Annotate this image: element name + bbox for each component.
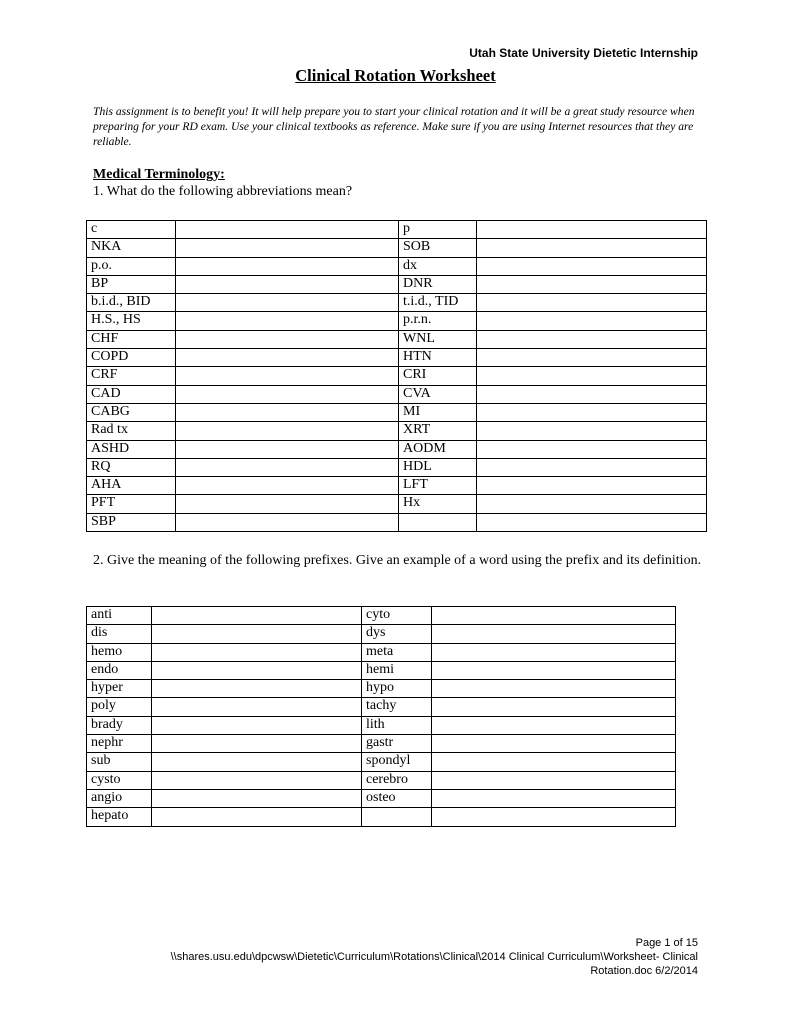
term-cell: brady: [87, 716, 152, 734]
answer-cell[interactable]: [477, 458, 707, 476]
answer-cell[interactable]: [152, 625, 362, 643]
file-path: \\shares.usu.edu\dpcwsw\Dietetic\Curriculum\Rotations\Clinical\2014 Clinical Curriculum\Worksheet- Clinical: [170, 951, 698, 963]
term-cell: DNR: [399, 275, 477, 293]
answer-cell[interactable]: [432, 625, 676, 643]
answer-cell[interactable]: [176, 349, 399, 367]
answer-cell[interactable]: [176, 239, 399, 257]
term-cell: hyper: [87, 680, 152, 698]
answer-cell[interactable]: [477, 312, 707, 330]
prefix-row: [87, 643, 676, 661]
answer-cell[interactable]: [477, 495, 707, 513]
answer-cell[interactable]: [477, 513, 707, 531]
answer-cell[interactable]: [176, 403, 399, 421]
answer-cell[interactable]: [432, 680, 676, 698]
answer-cell[interactable]: [152, 808, 362, 826]
answer-cell[interactable]: [432, 789, 676, 807]
answer-cell[interactable]: [152, 607, 362, 625]
term-cell: [362, 808, 432, 826]
answer-cell[interactable]: [176, 257, 399, 275]
term-cell: Rad tx: [87, 422, 176, 440]
answer-cell[interactable]: [477, 385, 707, 403]
prefix-row: [87, 735, 676, 753]
answer-cell[interactable]: [477, 422, 707, 440]
abbreviation-row: [87, 349, 707, 367]
answer-cell[interactable]: [432, 771, 676, 789]
prefix-row: [87, 771, 676, 789]
abbreviation-row: [87, 275, 707, 293]
term-cell: XRT: [399, 422, 477, 440]
term-cell: HDL: [399, 458, 477, 476]
term-cell: Hx: [399, 495, 477, 513]
answer-cell[interactable]: [152, 661, 362, 679]
answer-cell[interactable]: [477, 294, 707, 312]
answer-cell[interactable]: [432, 735, 676, 753]
answer-cell[interactable]: [152, 716, 362, 734]
answer-cell[interactable]: [176, 275, 399, 293]
term-cell: RQ: [87, 458, 176, 476]
page-title: Clinical Rotation Worksheet: [295, 66, 496, 85]
term-cell: hypo: [362, 680, 432, 698]
answer-cell[interactable]: [477, 257, 707, 275]
answer-cell[interactable]: [432, 607, 676, 625]
institution-header: Utah State University Dietetic Internship: [469, 46, 698, 60]
term-cell: poly: [87, 698, 152, 716]
term-cell: spondyl: [362, 753, 432, 771]
abbreviation-row: [87, 440, 707, 458]
term-cell: osteo: [362, 789, 432, 807]
term-cell: anti: [87, 607, 152, 625]
abbreviation-row: [87, 257, 707, 275]
term-cell: nephr: [87, 735, 152, 753]
term-cell: PFT: [87, 495, 176, 513]
term-cell: cysto: [87, 771, 152, 789]
prefix-row: [87, 753, 676, 771]
answer-cell[interactable]: [432, 661, 676, 679]
abbreviation-row: [87, 330, 707, 348]
answer-cell[interactable]: [152, 680, 362, 698]
term-cell: p.o.: [87, 257, 176, 275]
term-cell: angio: [87, 789, 152, 807]
prefixes-table: [86, 606, 676, 827]
answer-cell[interactable]: [176, 513, 399, 531]
answer-cell[interactable]: [432, 716, 676, 734]
term-cell: NKA: [87, 239, 176, 257]
term-cell: LFT: [399, 477, 477, 495]
term-cell: H.S., HS: [87, 312, 176, 330]
term-cell: dx: [399, 257, 477, 275]
answer-cell[interactable]: [477, 221, 707, 239]
term-cell: SOB: [399, 239, 477, 257]
term-cell: t.i.d., TID: [399, 294, 477, 312]
term-cell: lith: [362, 716, 432, 734]
abbreviation-row: [87, 513, 707, 531]
abbreviation-row: [87, 495, 707, 513]
term-cell: CRF: [87, 367, 176, 385]
intro-paragraph: This assignment is to benefit you! It will help prepare you to start your clinical rotation and it will be a great study resource when preparing for your RD exam. Use your clinical textbooks as reference. Make sure if you are using Internet resources that they are reliable.: [93, 105, 695, 148]
term-cell: CHF: [87, 330, 176, 348]
term-cell: $\overline{c}$: [87, 221, 176, 239]
abbreviations-table: [86, 220, 707, 532]
answer-cell[interactable]: [477, 330, 707, 348]
term-cell: meta: [362, 643, 432, 661]
answer-cell[interactable]: [176, 440, 399, 458]
abbreviation-row: [87, 312, 707, 330]
term-cell: $\overline{p}$: [399, 221, 477, 239]
answer-cell[interactable]: [432, 753, 676, 771]
answer-cell[interactable]: [176, 367, 399, 385]
answer-cell[interactable]: [477, 477, 707, 495]
term-cell: SBP: [87, 513, 176, 531]
question-2: 2. Give the meaning of the following prefixes. Give an example of a word using the prefix and its definition.: [93, 553, 702, 568]
answer-cell[interactable]: [432, 698, 676, 716]
term-cell: AODM: [399, 440, 477, 458]
abbreviation-row: [87, 477, 707, 495]
abbreviation-row: [87, 294, 707, 312]
term-cell: cyto: [362, 607, 432, 625]
term-cell: p.r.n.: [399, 312, 477, 330]
term-cell: COPD: [87, 349, 176, 367]
term-cell: hemi: [362, 661, 432, 679]
abbreviation-row: [87, 385, 707, 403]
answer-cell[interactable]: [432, 643, 676, 661]
answer-cell[interactable]: [176, 422, 399, 440]
answer-cell[interactable]: [152, 789, 362, 807]
prefix-row: [87, 661, 676, 679]
answer-cell[interactable]: [176, 477, 399, 495]
term-cell: tachy: [362, 698, 432, 716]
answer-cell[interactable]: [176, 294, 399, 312]
term-cell: AHA: [87, 477, 176, 495]
term-cell: MI: [399, 403, 477, 421]
abbreviation-row: [87, 458, 707, 476]
abbreviation-row: [87, 239, 707, 257]
answer-cell[interactable]: [176, 312, 399, 330]
term-cell: hemo: [87, 643, 152, 661]
term-cell: gastr: [362, 735, 432, 753]
abbreviation-row: [87, 403, 707, 421]
answer-cell[interactable]: [432, 808, 676, 826]
section-heading: Medical Terminology:: [93, 167, 225, 182]
page-footer: [171, 936, 698, 978]
term-cell: endo: [87, 661, 152, 679]
answer-cell[interactable]: [176, 221, 399, 239]
prefix-row: [87, 607, 676, 625]
term-cell: BP: [87, 275, 176, 293]
prefix-row: [87, 680, 676, 698]
term-cell: HTN: [399, 349, 477, 367]
prefix-row: [87, 808, 676, 826]
answer-cell[interactable]: [152, 698, 362, 716]
answer-cell[interactable]: [152, 643, 362, 661]
answer-cell[interactable]: [477, 349, 707, 367]
answer-cell[interactable]: [176, 385, 399, 403]
term-cell: hepato: [87, 808, 152, 826]
file-path-date: Rotation.doc 6/2/2014: [590, 965, 698, 977]
term-cell: dys: [362, 625, 432, 643]
answer-cell[interactable]: [176, 458, 399, 476]
answer-cell[interactable]: [176, 330, 399, 348]
answer-cell[interactable]: [477, 440, 707, 458]
abbreviation-row: [87, 367, 707, 385]
term-cell: dis: [87, 625, 152, 643]
prefix-row: [87, 625, 676, 643]
answer-cell[interactable]: [477, 239, 707, 257]
answer-cell[interactable]: [176, 495, 399, 513]
term-cell: CVA: [399, 385, 477, 403]
question-1: 1. What do the following abbreviations mean?: [93, 184, 353, 199]
answer-cell[interactable]: [477, 403, 707, 421]
term-cell: b.i.d., BID: [87, 294, 176, 312]
answer-cell[interactable]: [152, 735, 362, 753]
answer-cell[interactable]: [477, 275, 707, 293]
answer-cell[interactable]: [152, 753, 362, 771]
term-cell: ASHD: [87, 440, 176, 458]
term-cell: WNL: [399, 330, 477, 348]
prefix-row: [87, 789, 676, 807]
term-cell: sub: [87, 753, 152, 771]
answer-cell[interactable]: [152, 771, 362, 789]
term-cell: CABG: [87, 403, 176, 421]
prefix-row: [87, 716, 676, 734]
term-cell: CAD: [87, 385, 176, 403]
abbreviation-row: [87, 422, 707, 440]
page-number: Page 1 of 15: [635, 937, 698, 949]
term-cell: cerebro: [362, 771, 432, 789]
answer-cell[interactable]: [477, 367, 707, 385]
term-cell: CRI: [399, 367, 477, 385]
abbreviation-row: [87, 221, 707, 239]
prefix-row: [87, 698, 676, 716]
term-cell: [399, 513, 477, 531]
